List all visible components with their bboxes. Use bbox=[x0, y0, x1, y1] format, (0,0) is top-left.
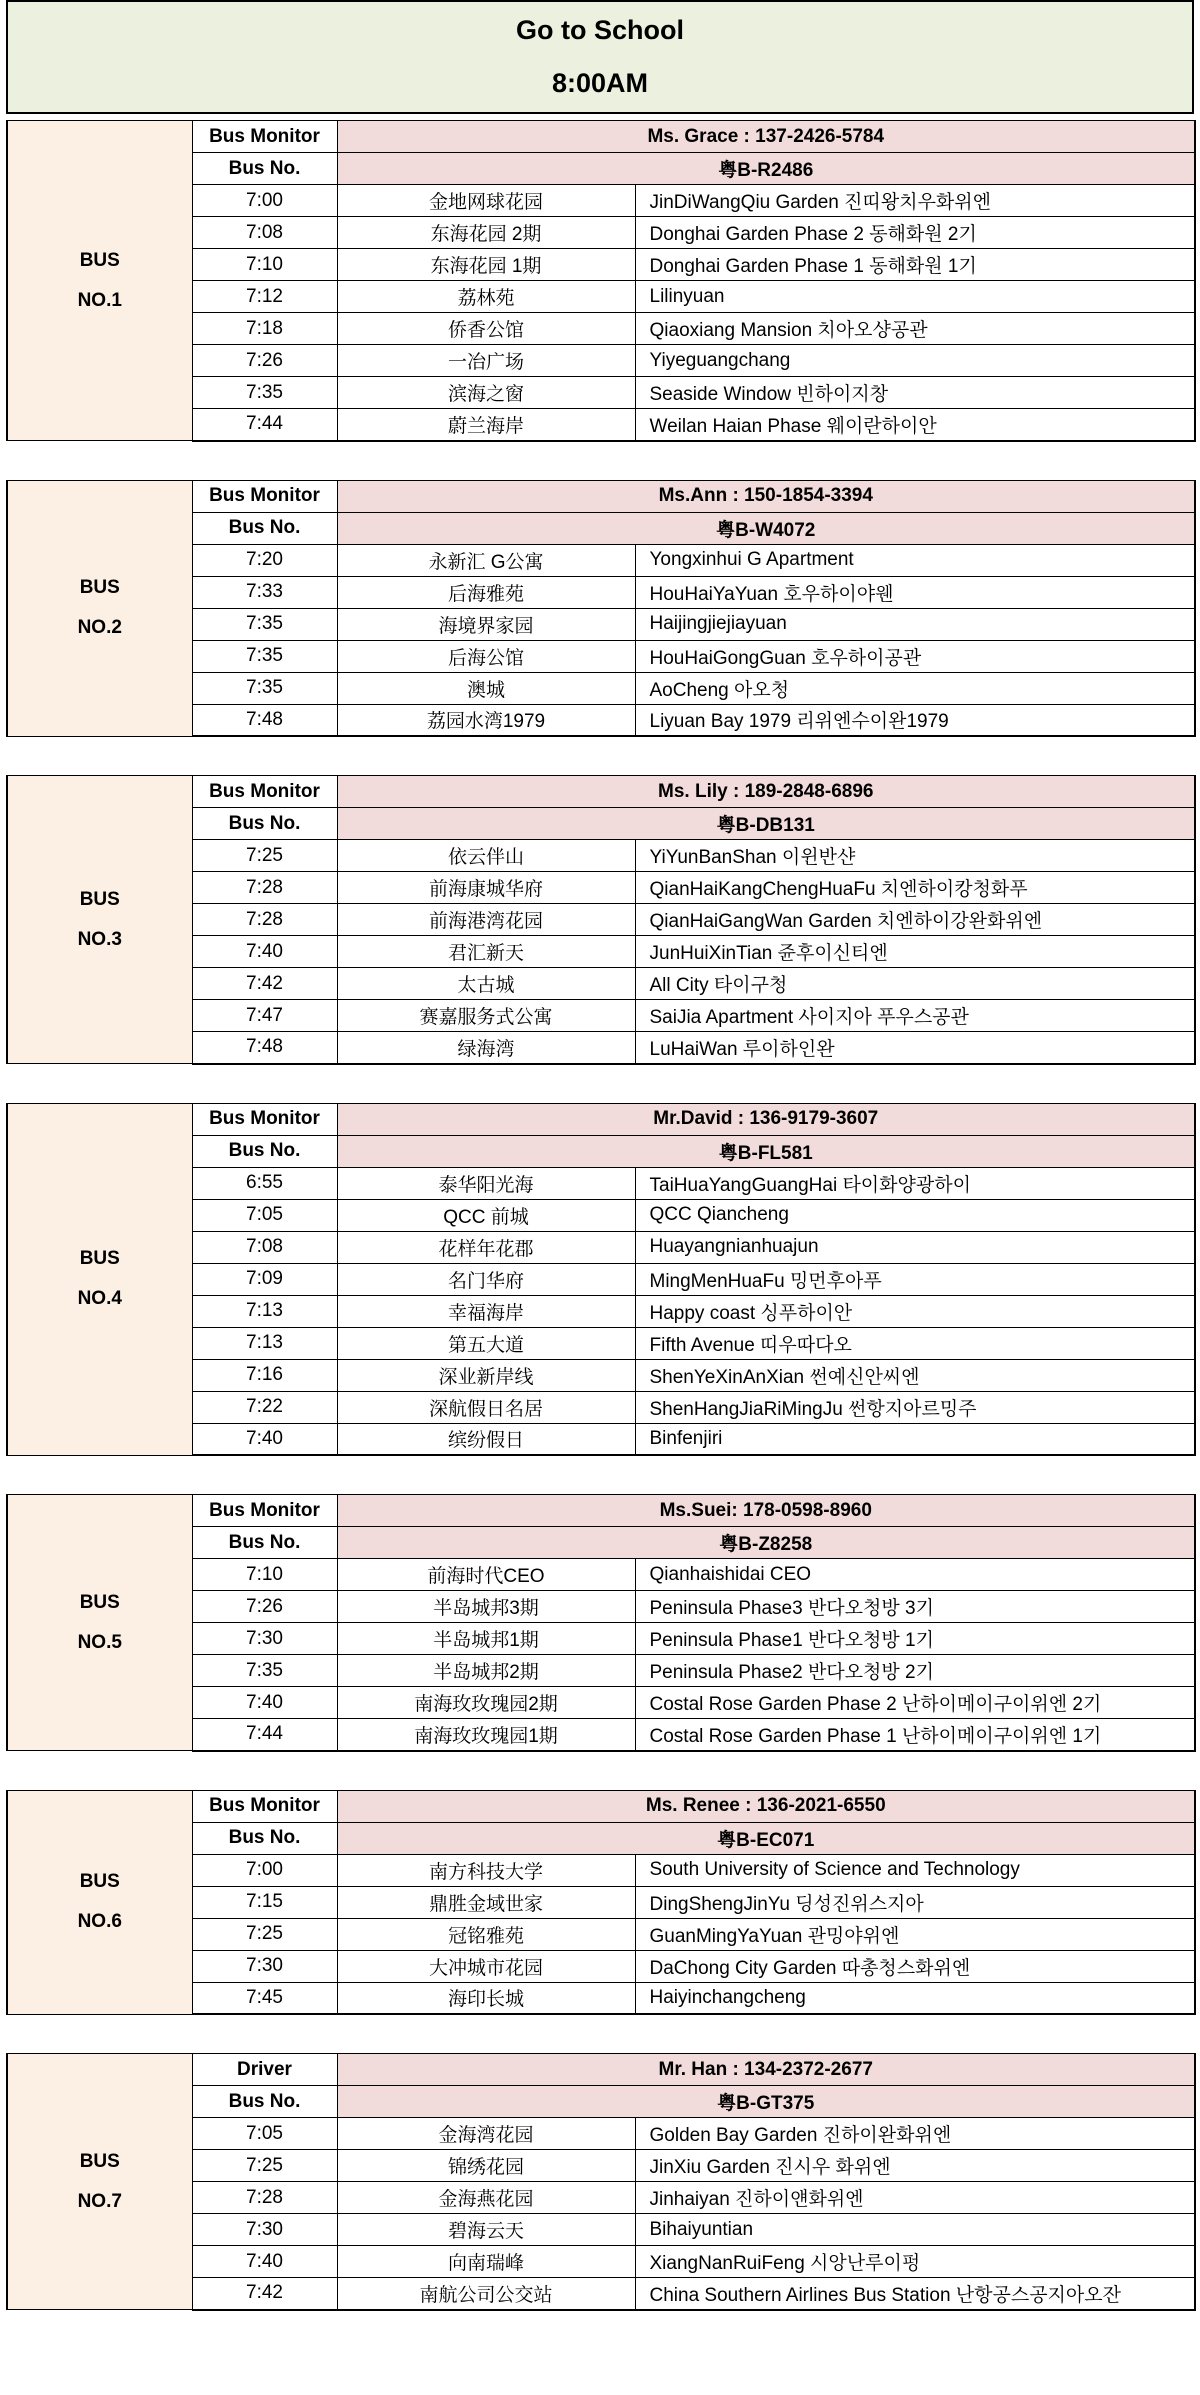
stop-name-chinese: 金地网球花园 bbox=[337, 185, 635, 217]
stop-name-english: Weilan Haian Phase 웨이란하이안 bbox=[635, 409, 1195, 441]
stop-time: 7:35 bbox=[192, 608, 337, 640]
stop-name-chinese: 半岛城邦3期 bbox=[337, 1591, 635, 1623]
stop-name-chinese: 东海花园 1期 bbox=[337, 249, 635, 281]
stop-name-english: Yongxinhui G Apartment bbox=[635, 544, 1195, 576]
stop-name-chinese: 滨海之窗 bbox=[337, 377, 635, 409]
stop-name-chinese: 前海时代CEO bbox=[337, 1559, 635, 1591]
stop-name-english: Jinhaiyan 진하이얜화위엔 bbox=[635, 2182, 1195, 2214]
stop-name-english: Lilinyuan bbox=[635, 281, 1195, 313]
stop-name-chinese: 侨香公馆 bbox=[337, 313, 635, 345]
stop-name-chinese: 南海玫玫瑰园2期 bbox=[337, 1687, 635, 1719]
stop-time: 7:05 bbox=[192, 1199, 337, 1231]
stop-name-chinese: 锦绣花园 bbox=[337, 2150, 635, 2182]
stop-time: 7:22 bbox=[192, 1391, 337, 1423]
stop-name-english: Haiyinchangcheng bbox=[635, 1982, 1195, 2014]
stop-name-english: TaiHuaYangGuangHai 타이화양광하이 bbox=[635, 1167, 1195, 1199]
stop-time: 7:28 bbox=[192, 2182, 337, 2214]
stop-time: 7:30 bbox=[192, 1950, 337, 1982]
stop-time: 7:28 bbox=[192, 872, 337, 904]
bus-number-cell bbox=[7, 1495, 192, 1751]
stop-time: 7:40 bbox=[192, 2246, 337, 2278]
stop-time: 7:35 bbox=[192, 377, 337, 409]
stop-time: 7:44 bbox=[192, 409, 337, 441]
monitor-label: Bus Monitor bbox=[192, 1790, 337, 1822]
stop-name-chinese: 第五大道 bbox=[337, 1327, 635, 1359]
stop-name-english: HouHaiGongGuan 호우하이공관 bbox=[635, 640, 1195, 672]
bus-number-cell bbox=[7, 1790, 192, 2014]
bus-no-label: Bus No. bbox=[192, 512, 337, 544]
stop-name-english: Yiyeguangchang bbox=[635, 345, 1195, 377]
stop-time: 6:55 bbox=[192, 1167, 337, 1199]
stop-time: 7:10 bbox=[192, 1559, 337, 1591]
stop-name-chinese: 前海康城华府 bbox=[337, 872, 635, 904]
stop-name-chinese: 南方科技大学 bbox=[337, 1854, 635, 1886]
stop-name-chinese: 金海燕花园 bbox=[337, 2182, 635, 2214]
stop-name-english: Qiaoxiang Mansion 치아오샹공관 bbox=[635, 313, 1195, 345]
bus-plate: 粤B-R2486 bbox=[337, 153, 1195, 185]
stop-name-chinese: 碧海云天 bbox=[337, 2214, 635, 2246]
bus-number: NO.5 bbox=[77, 1631, 122, 1653]
bus-label: BUS bbox=[79, 888, 120, 910]
stop-name-english: Binfenjiri bbox=[635, 1423, 1195, 1455]
stop-name-chinese: 海印长城 bbox=[337, 1982, 635, 2014]
stop-name-english: ShenHangJiaRiMingJu 썬항지아르밍주 bbox=[635, 1391, 1195, 1423]
bus-table bbox=[6, 775, 1196, 1065]
bus-label: BUS bbox=[79, 1248, 120, 1269]
stop-name-chinese: 赛嘉服务式公寓 bbox=[337, 1000, 635, 1032]
bus-no-label: Bus No. bbox=[192, 2086, 337, 2118]
stop-time: 7:25 bbox=[192, 840, 337, 872]
bus-no-label: Bus No. bbox=[192, 1527, 337, 1559]
bus-number: NO.3 bbox=[77, 928, 122, 950]
bus-label: BUS bbox=[79, 1591, 120, 1613]
stop-time: 7:40 bbox=[192, 1687, 337, 1719]
stop-name-chinese: 荔林苑 bbox=[337, 281, 635, 313]
bus-number-cell bbox=[7, 121, 192, 441]
stop-time: 7:10 bbox=[192, 249, 337, 281]
stop-name-chinese: 冠铭雅苑 bbox=[337, 1918, 635, 1950]
stop-name-chinese: 绿海湾 bbox=[337, 1032, 635, 1064]
bus-list bbox=[6, 120, 1194, 2311]
stop-name-english: LuHaiWan 루이하인완 bbox=[635, 1032, 1195, 1064]
bus-table bbox=[6, 1790, 1196, 2016]
monitor-contact: Mr.David : 136-9179-3607 bbox=[337, 1103, 1195, 1135]
departure-time: 8:00AM bbox=[551, 68, 649, 98]
stop-name-chinese: QCC 前城 bbox=[337, 1199, 635, 1231]
bus-table bbox=[6, 1494, 1196, 1752]
monitor-label: Bus Monitor bbox=[192, 480, 337, 512]
stop-name-english: QianHaiKangChengHuaFu 치엔하이캉청화푸 bbox=[635, 872, 1195, 904]
stop-name-english: Happy coast 싱푸하이안 bbox=[635, 1295, 1195, 1327]
stop-time: 7:08 bbox=[192, 1231, 337, 1263]
stop-time: 7:45 bbox=[192, 1982, 337, 2014]
stop-time: 7:16 bbox=[192, 1359, 337, 1391]
stop-time: 7:05 bbox=[192, 2118, 337, 2150]
stop-name-chinese: 南航公司公交站 bbox=[337, 2278, 635, 2310]
stop-name-chinese: 鼎胜金域世家 bbox=[337, 1886, 635, 1918]
stop-name-chinese: 半岛城邦1期 bbox=[337, 1623, 635, 1655]
stop-name-chinese: 东海花园 2期 bbox=[337, 217, 635, 249]
stop-name-english: JinDiWangQiu Garden 진띠왕치우화위엔 bbox=[635, 185, 1195, 217]
stop-time: 7:15 bbox=[192, 1886, 337, 1918]
stop-name-chinese: 太古城 bbox=[337, 968, 635, 1000]
stop-name-english: JinXiu Garden 진시우 화위엔 bbox=[635, 2150, 1195, 2182]
bus-table bbox=[6, 480, 1196, 738]
stop-time: 7:13 bbox=[192, 1327, 337, 1359]
stop-name-english: Costal Rose Garden Phase 2 난하이메이구이위엔 2기 bbox=[635, 1687, 1195, 1719]
schedule-page bbox=[6, 0, 1194, 2311]
stop-name-english: Huayangnianhuajun bbox=[635, 1231, 1195, 1263]
bus-plate: 粤B-FL581 bbox=[337, 1135, 1195, 1167]
monitor-label: Bus Monitor bbox=[192, 1103, 337, 1135]
stop-time: 7:28 bbox=[192, 904, 337, 936]
bus-number: NO.1 bbox=[77, 289, 122, 311]
monitor-label: Bus Monitor bbox=[192, 1495, 337, 1527]
stop-name-english: All City 타이구청 bbox=[635, 968, 1195, 1000]
bus-number-cell bbox=[7, 2054, 192, 2310]
stop-time: 7:26 bbox=[192, 1591, 337, 1623]
stop-name-english: AoCheng 아오청 bbox=[635, 672, 1195, 704]
stop-name-chinese: 缤纷假日 bbox=[337, 1423, 635, 1455]
stop-name-english: DaChong City Garden 따총청스화위엔 bbox=[635, 1950, 1195, 1982]
stop-time: 7:26 bbox=[192, 345, 337, 377]
bus-plate: 粤B-Z8258 bbox=[337, 1527, 1195, 1559]
bus-number-cell bbox=[7, 480, 192, 736]
bus-label: BUS bbox=[79, 249, 120, 271]
stop-time: 7:47 bbox=[192, 1000, 337, 1032]
monitor-contact: Ms.Suei: 178-0598-8960 bbox=[337, 1495, 1195, 1527]
monitor-contact: Mr. Han : 134-2372-2677 bbox=[337, 2054, 1195, 2086]
stop-name-english: YiYunBanShan 이윈반샨 bbox=[635, 840, 1195, 872]
stop-name-english: Peninsula Phase3 반다오청방 3기 bbox=[635, 1591, 1195, 1623]
monitor-contact: Ms. Lily : 189-2848-6896 bbox=[337, 776, 1195, 808]
stop-name-english: Golden Bay Garden 진하이완화위엔 bbox=[635, 2118, 1195, 2150]
stop-time: 7:30 bbox=[192, 2214, 337, 2246]
bus-label: BUS bbox=[79, 577, 120, 598]
stop-time: 7:35 bbox=[192, 1655, 337, 1687]
stop-name-english: Qianhaishidai CEO bbox=[635, 1559, 1195, 1591]
stop-time: 7:35 bbox=[192, 640, 337, 672]
stop-name-english: MingMenHuaFu 밍먼후아푸 bbox=[635, 1263, 1195, 1295]
bus-plate: 粤B-GT375 bbox=[337, 2086, 1195, 2118]
bus-table bbox=[6, 120, 1196, 442]
stop-name-english: Peninsula Phase2 반다오청방 2기 bbox=[635, 1655, 1195, 1687]
stop-time: 7:18 bbox=[192, 313, 337, 345]
stop-name-english: Peninsula Phase1 반다오청방 1기 bbox=[635, 1623, 1195, 1655]
stop-time: 7:30 bbox=[192, 1623, 337, 1655]
stop-time: 7:25 bbox=[192, 2150, 337, 2182]
bus-number-cell bbox=[7, 776, 192, 1064]
bus-label: BUS bbox=[79, 2150, 120, 2172]
stop-time: 7:42 bbox=[192, 2278, 337, 2310]
stop-name-chinese: 一冶广场 bbox=[337, 345, 635, 377]
stop-time: 7:25 bbox=[192, 1918, 337, 1950]
bus-number: NO.7 bbox=[77, 2190, 122, 2212]
stop-name-english: QianHaiGangWan Garden 치엔하이강완화위엔 bbox=[635, 904, 1195, 936]
stop-name-english: Bihaiyuntian bbox=[635, 2214, 1195, 2246]
stop-name-chinese: 后海公馆 bbox=[337, 640, 635, 672]
stop-name-english: DingShengJinYu 딩성진위스지아 bbox=[635, 1886, 1195, 1918]
monitor-contact: Ms. Renee : 136-2021-6550 bbox=[337, 1790, 1195, 1822]
stop-name-chinese: 海境界家园 bbox=[337, 608, 635, 640]
stop-name-chinese: 半岛城邦2期 bbox=[337, 1655, 635, 1687]
stop-time: 7:00 bbox=[192, 1854, 337, 1886]
stop-name-english: JunHuiXinTian 쥰후이신티엔 bbox=[635, 936, 1195, 968]
stop-time: 7:40 bbox=[192, 1423, 337, 1455]
stop-name-chinese: 依云伴山 bbox=[337, 840, 635, 872]
monitor-label: Bus Monitor bbox=[192, 776, 337, 808]
stop-name-chinese: 金海湾花园 bbox=[337, 2118, 635, 2150]
stop-name-chinese: 澳城 bbox=[337, 672, 635, 704]
stop-name-chinese: 后海雅苑 bbox=[337, 576, 635, 608]
stop-name-english: HouHaiYaYuan 호우하이야웬 bbox=[635, 576, 1195, 608]
stop-name-chinese: 大冲城市花园 bbox=[337, 1950, 635, 1982]
page-title: Go to School bbox=[516, 15, 684, 45]
stop-name-chinese: 花样年花郡 bbox=[337, 1231, 635, 1263]
bus-number: NO.6 bbox=[77, 1911, 122, 1932]
stop-time: 7:40 bbox=[192, 936, 337, 968]
bus-table bbox=[6, 2053, 1196, 2311]
stop-name-chinese: 蔚兰海岸 bbox=[337, 409, 635, 441]
stop-time: 7:09 bbox=[192, 1263, 337, 1295]
stop-name-english: South University of Science and Technology bbox=[635, 1854, 1195, 1886]
stop-name-chinese: 名门华府 bbox=[337, 1263, 635, 1295]
bus-plate: 粤B-EC071 bbox=[337, 1822, 1195, 1854]
stop-name-chinese: 君汇新天 bbox=[337, 936, 635, 968]
stop-time: 7:44 bbox=[192, 1719, 337, 1751]
stop-name-chinese: 前海港湾花园 bbox=[337, 904, 635, 936]
stop-time: 7:48 bbox=[192, 704, 337, 736]
stop-name-chinese: 向南瑞峰 bbox=[337, 2246, 635, 2278]
bus-label: BUS bbox=[79, 1871, 120, 1892]
stop-time: 7:42 bbox=[192, 968, 337, 1000]
stop-name-chinese: 深航假日名居 bbox=[337, 1391, 635, 1423]
stop-time: 7:13 bbox=[192, 1295, 337, 1327]
stop-name-chinese: 荔园水湾1979 bbox=[337, 704, 635, 736]
stop-time: 7:00 bbox=[192, 185, 337, 217]
bus-number: NO.4 bbox=[77, 1288, 122, 1309]
stop-name-english: Donghai Garden Phase 2 동해화원 2기 bbox=[635, 217, 1195, 249]
stop-name-english: QCC Qiancheng bbox=[635, 1199, 1195, 1231]
bus-no-label: Bus No. bbox=[192, 153, 337, 185]
bus-number: NO.2 bbox=[77, 617, 122, 638]
monitor-label: Driver bbox=[192, 2054, 337, 2086]
stop-name-english: Donghai Garden Phase 1 동해화원 1기 bbox=[635, 249, 1195, 281]
schedule-header bbox=[6, 0, 1194, 114]
stop-name-english: Fifth Avenue 띠우따다오 bbox=[635, 1327, 1195, 1359]
stop-name-english: XiangNanRuiFeng 시앙난루이펑 bbox=[635, 2246, 1195, 2278]
stop-name-english: Costal Rose Garden Phase 1 난하이메이구이위엔 1기 bbox=[635, 1719, 1195, 1751]
stop-time: 7:08 bbox=[192, 217, 337, 249]
stop-name-english: China Southern Airlines Bus Station 난항공스공지아오잔 bbox=[635, 2278, 1195, 2310]
stop-name-english: Liyuan Bay 1979 리위엔수이완1979 bbox=[635, 704, 1195, 736]
bus-no-label: Bus No. bbox=[192, 808, 337, 840]
bus-no-label: Bus No. bbox=[192, 1135, 337, 1167]
monitor-label: Bus Monitor bbox=[192, 121, 337, 153]
stop-time: 7:20 bbox=[192, 544, 337, 576]
stop-name-english: SaiJia Apartment 사이지아 푸우스공관 bbox=[635, 1000, 1195, 1032]
bus-number-cell bbox=[7, 1103, 192, 1455]
stop-name-english: GuanMingYaYuan 관밍야위엔 bbox=[635, 1918, 1195, 1950]
stop-name-chinese: 深业新岸线 bbox=[337, 1359, 635, 1391]
stop-name-chinese: 南海玫玫瑰园1期 bbox=[337, 1719, 635, 1751]
stop-name-english: ShenYeXinAnXian 썬예신안씨엔 bbox=[635, 1359, 1195, 1391]
stop-name-chinese: 泰华阳光海 bbox=[337, 1167, 635, 1199]
bus-no-label: Bus No. bbox=[192, 1822, 337, 1854]
stop-name-english: Haijingjiejiayuan bbox=[635, 608, 1195, 640]
stop-name-english: Seaside Window 빈하이지창 bbox=[635, 377, 1195, 409]
bus-plate: 粤B-DB131 bbox=[337, 808, 1195, 840]
stop-time: 7:33 bbox=[192, 576, 337, 608]
stop-name-chinese: 永新汇 G公寓 bbox=[337, 544, 635, 576]
stop-time: 7:48 bbox=[192, 1032, 337, 1064]
stop-time: 7:12 bbox=[192, 281, 337, 313]
bus-table bbox=[6, 1103, 1196, 1457]
monitor-contact: Ms.Ann : 150-1854-3394 bbox=[337, 480, 1195, 512]
stop-name-chinese: 幸福海岸 bbox=[337, 1295, 635, 1327]
stop-time: 7:35 bbox=[192, 672, 337, 704]
bus-plate: 粤B-W4072 bbox=[337, 512, 1195, 544]
monitor-contact: Ms. Grace : 137-2426-5784 bbox=[337, 121, 1195, 153]
